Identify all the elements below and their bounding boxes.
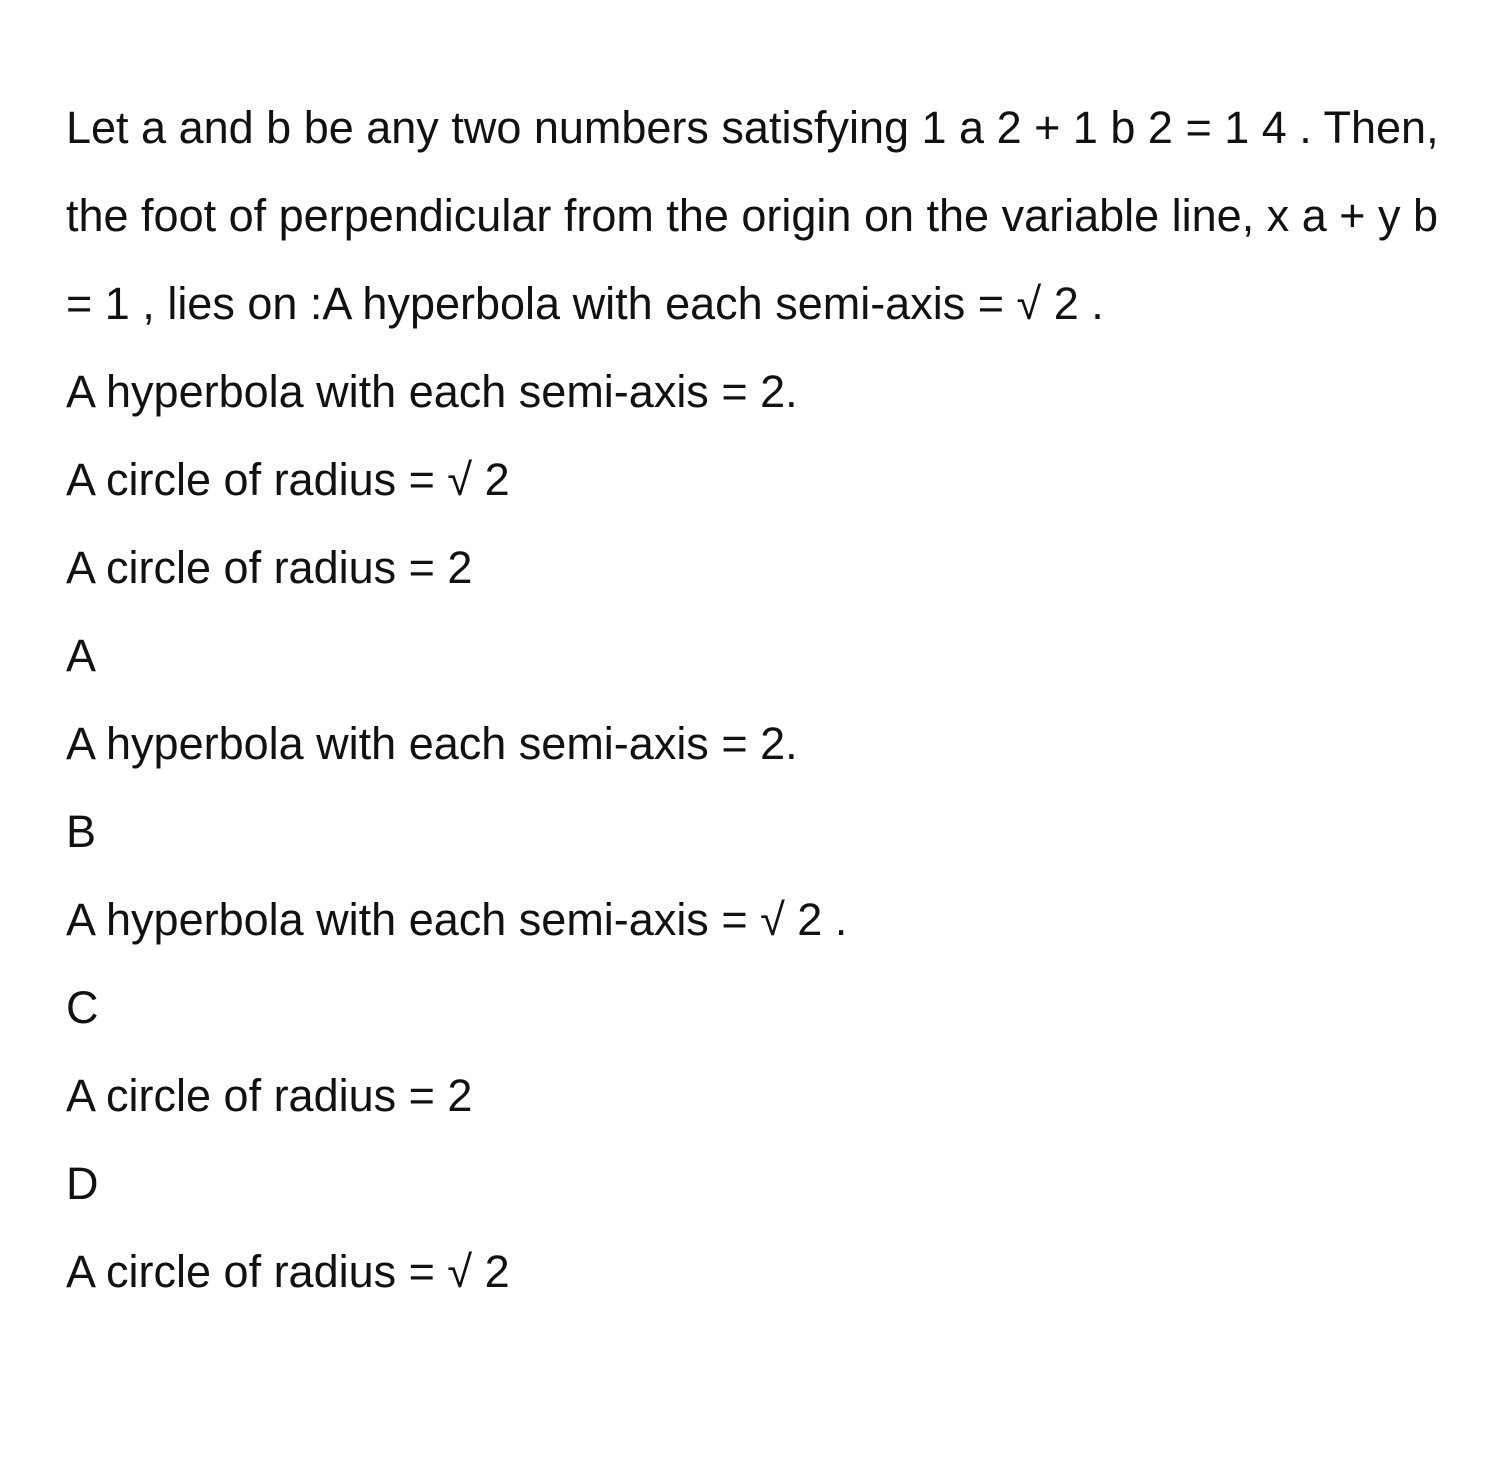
- choice-letter-a: A: [66, 630, 97, 681]
- listed-option-3: A circle of radius = 2: [66, 542, 473, 593]
- choice-letter-b: B: [66, 806, 97, 857]
- choice-text-b: A hyperbola with each semi-axis = √ 2 .: [66, 894, 848, 945]
- choice-letter-d: D: [66, 1158, 99, 1209]
- choice-text-a: A hyperbola with each semi-axis = 2.: [66, 718, 798, 769]
- choice-text-c: A circle of radius = 2: [66, 1070, 473, 1121]
- listed-option-1: A hyperbola with each semi-axis = 2.: [66, 366, 798, 417]
- choice-text-d: A circle of radius = √ 2: [66, 1246, 510, 1297]
- document-page: [66, 84, 1446, 1316]
- listed-option-2: A circle of radius = √ 2: [66, 454, 510, 505]
- choice-letter-c: C: [66, 982, 99, 1033]
- question-text: Let a and b be any two numbers satisfying 1 a 2 + 1 b 2 = 1 4 . Then, the foot of perpendicular from the origin on the variable line, x a + y b = 1 , lies on :A hyperbola with each semi-axis = √ 2 .: [66, 102, 1439, 329]
